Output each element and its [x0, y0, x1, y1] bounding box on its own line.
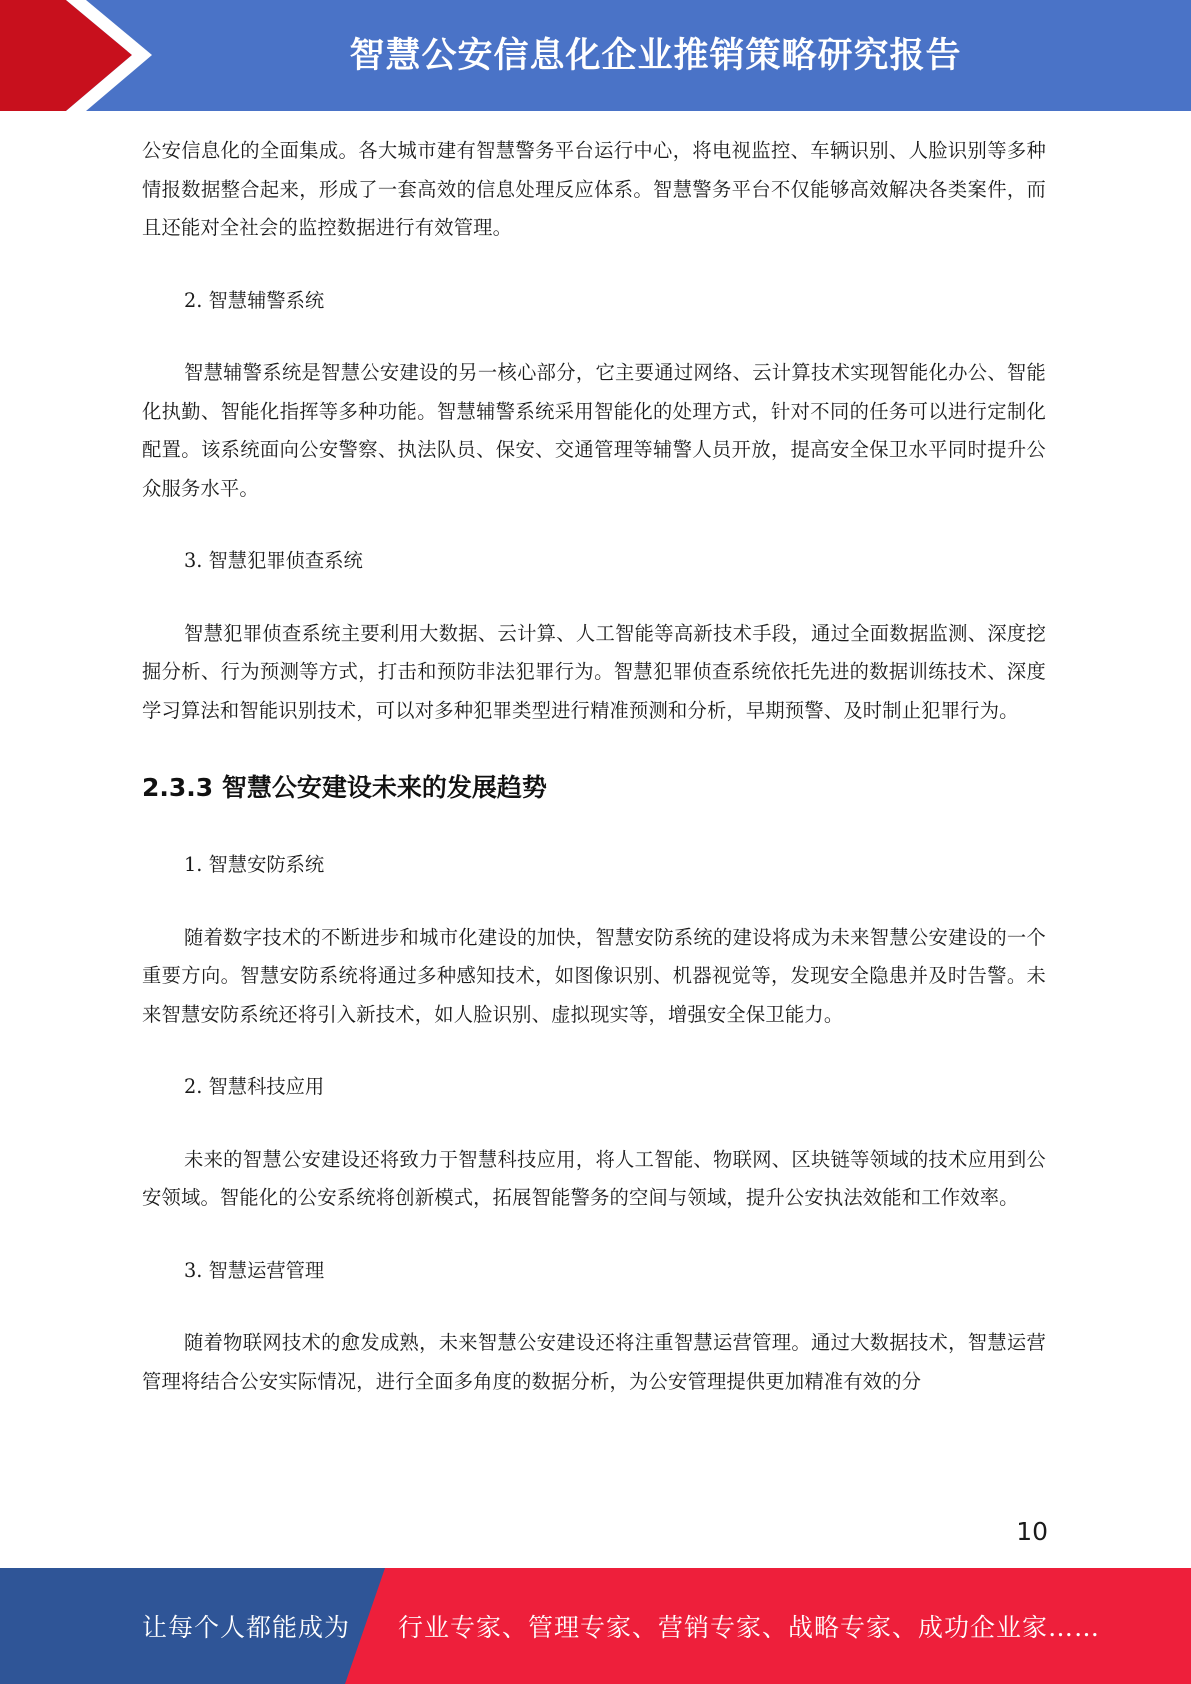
section-heading-2-3-3: 2.3.3 智慧公安建设未来的发展趋势: [142, 773, 547, 802]
page-footer-banner: [0, 1568, 1191, 1684]
footer-slogan-right: 行业专家、管理专家、营销专家、战略专家、成功企业家……: [398, 1613, 1101, 1642]
subheading-aux-police: 2. 智慧辅警系统: [184, 288, 325, 312]
footer-slogan-left: 让每个人都能成为: [142, 1613, 351, 1642]
crime-investigation-paragraph: 智慧犯罪侦查系统主要利用大数据、云计算、人工智能等高新技术手段，通过全面数据监测、深度挖掘分析、行为预测等方式，打击和预防非法犯罪行为。智慧犯罪侦查系统依托先进的数据训练技术、深度学习算法和智能识别技术，可以对多种犯罪类型进行精准预测和分析，早期预警、及时制止犯罪行为。: [142, 621, 1046, 722]
page-number: 10: [1016, 1517, 1048, 1546]
smart-tech-paragraph: 未来的智慧公安建设还将致力于智慧科技应用，将人工智能、物联网、区块链等领域的技术应用到公安领域。智能化的公安系统将创新模式，拓展智能警务的空间与领域，提升公安执法效能和工作效率。: [142, 1147, 1046, 1209]
subheading-crime-investigation: 3. 智慧犯罪侦查系统: [184, 549, 363, 572]
report-title: 智慧公安信息化企业推销策略研究报告: [349, 36, 962, 76]
subheading-smart-operations: 3. 智慧运营管理: [184, 1258, 325, 1282]
smart-operations-paragraph: 随着物联网技术的愈发成熟，未来智慧公安建设还将注重智慧运营管理。通过大数据技术，智慧运营管理将结合公安实际情况，进行全面多角度的数据分析，为公安管理提供更加精准有效的分: [142, 1331, 1046, 1393]
smart-security-paragraph: 随着数字技术的不断进步和城市化建设的加快，智慧安防系统的建设将成为未来智慧公安建设的一个重要方向。智慧安防系统将通过多种感知技术，如图像识别、机器视觉等，发现安全隐患并及时告警。未来智慧安防系统还将引入新技术，如人脸识别、虚拟现实等，增强安全保卫能力。: [142, 925, 1046, 1026]
subheading-smart-security: 1. 智慧安防系统: [184, 853, 325, 876]
page-header-banner: [0, 0, 1191, 111]
intro-paragraph: 公安信息化的全面集成。各大城市建有智慧警务平台运行中心，将电视监控、车辆识别、人脸识别等多种情报数据整合起来，形成了一套高效的信息处理反应体系。智慧警务平台不仅能够高效解决各类案件，而且还能对全社会的监控数据进行有效管理。: [142, 139, 1046, 239]
subheading-smart-tech: 2. 智慧科技应用: [184, 1075, 325, 1098]
header-red-arrow: [0, 0, 132, 111]
header-arrow-graphic: [0, 0, 160, 111]
aux-police-paragraph: 智慧辅警系统是智慧公安建设的另一核心部分，它主要通过网络、云计算技术实现智能化办公、智能化执勤、智能化指挥等多种功能。智慧辅警系统采用智能化的处理方式，针对不同的任务可以进行定制化配置。该系统面向公安警察、执法队员、保安、交通管理等辅警人员开放，提高安全保卫水平同时提升公众服务水平。: [142, 361, 1046, 500]
document-body: [142, 132, 1046, 1435]
